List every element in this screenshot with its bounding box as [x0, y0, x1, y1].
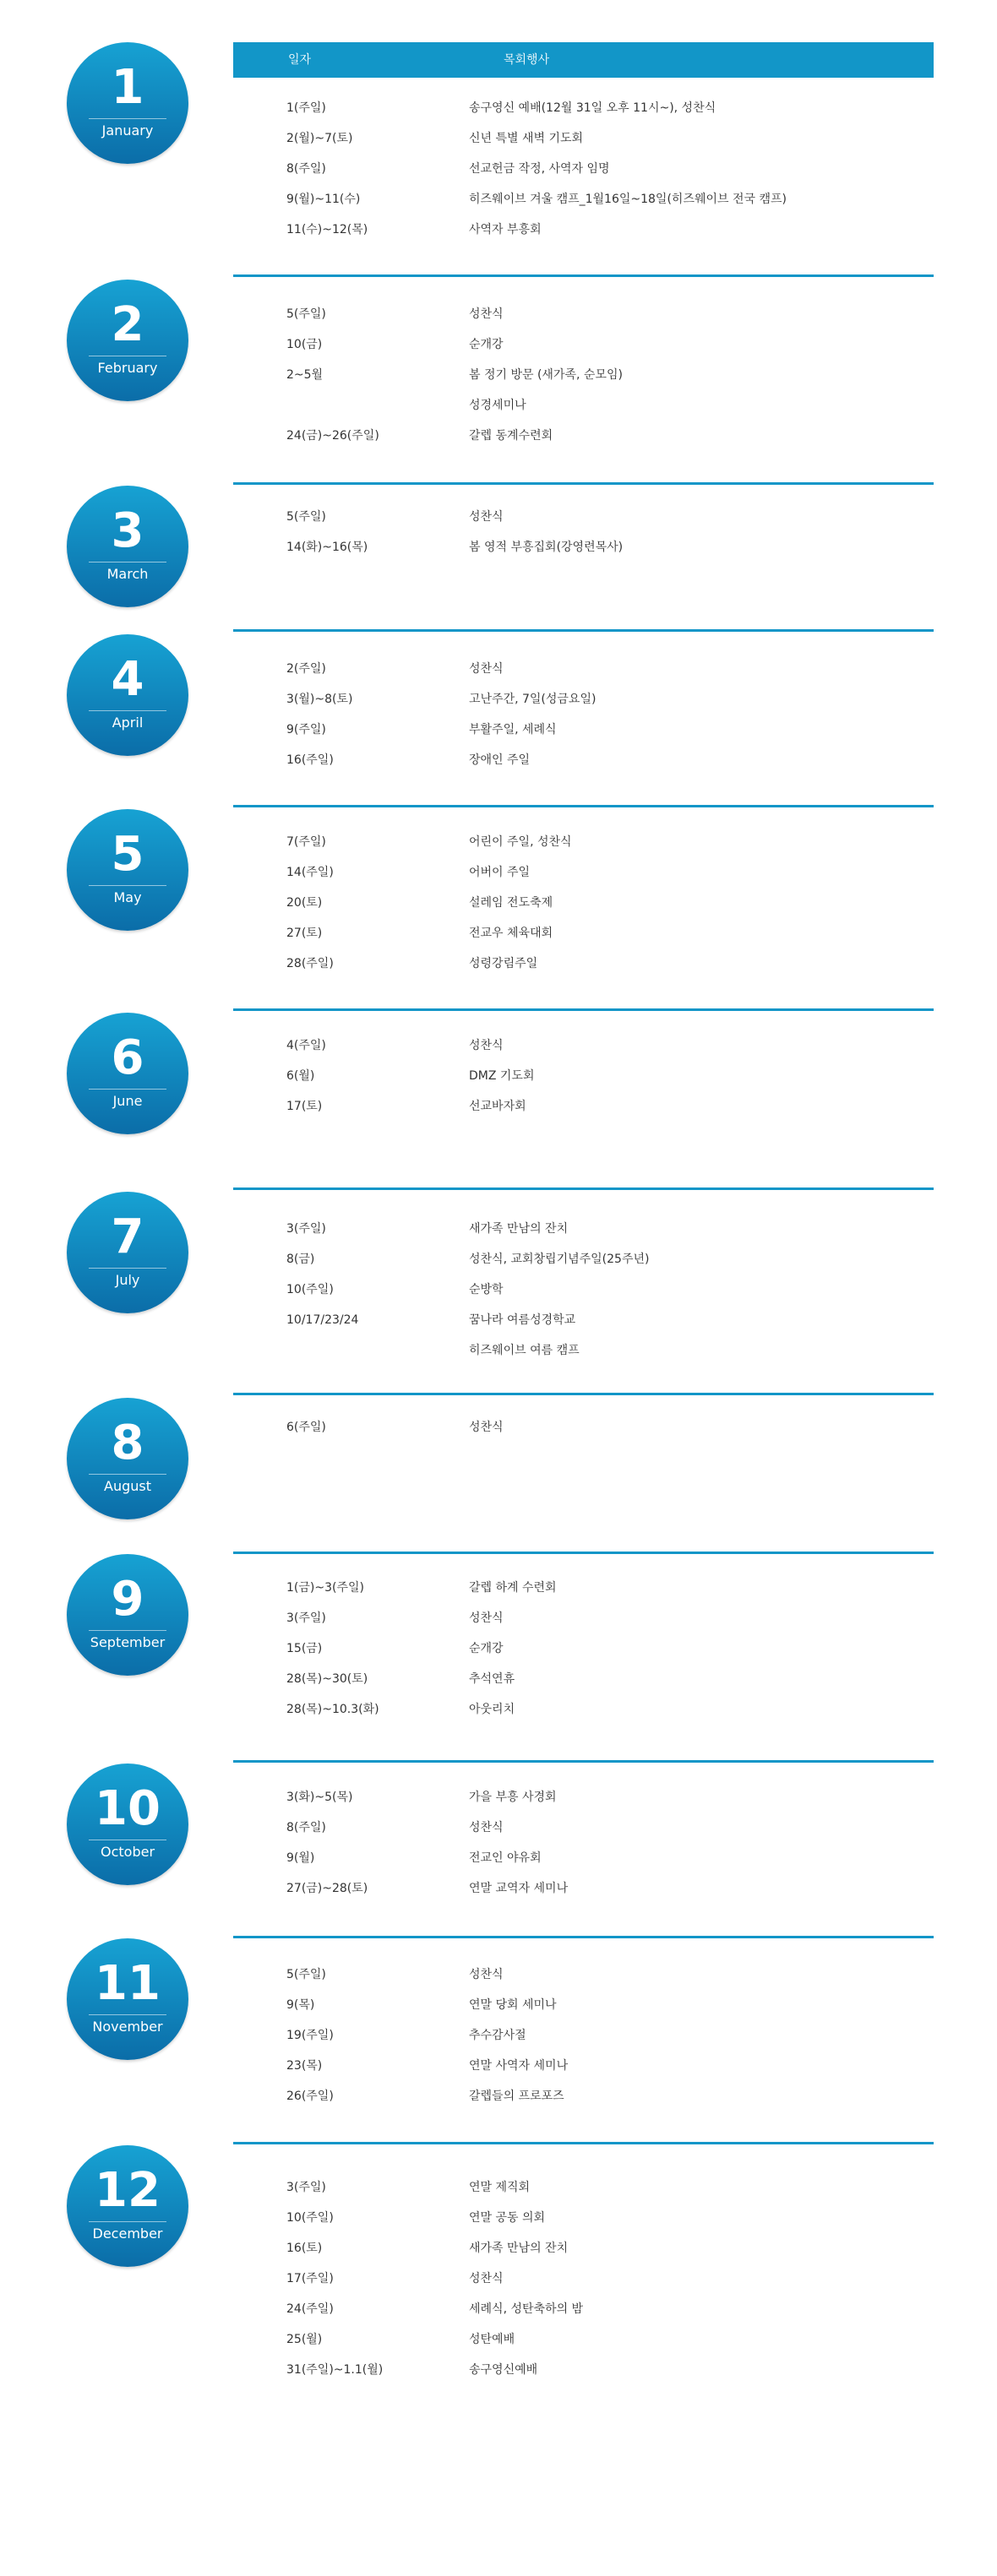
event-list	[0, 502, 997, 562]
event-date: 23(목)	[286, 2059, 323, 2073]
event-row	[0, 390, 997, 421]
event-date: 2(주일)	[286, 662, 326, 676]
month-divider	[233, 1936, 934, 1938]
event-title: 어버이 주일	[469, 866, 531, 879]
event-title: 선교바자회	[469, 1100, 526, 1113]
event-title: DMZ 기도회	[469, 1069, 535, 1083]
month-number: 6	[111, 1030, 144, 1085]
event-row	[0, 2324, 997, 2355]
badge-divider	[89, 1474, 166, 1475]
date-column-header: 일자	[288, 53, 312, 67]
event-date: 8(주일)	[286, 162, 326, 176]
event-row	[0, 154, 997, 184]
event-date: 28(목)~10.3(화)	[286, 1703, 379, 1716]
event-row	[0, 2081, 997, 2111]
event-row	[0, 2203, 997, 2233]
month-number: 7	[111, 1209, 144, 1264]
event-date: 10/17/23/24	[286, 1313, 359, 1327]
month-number: 9	[111, 1572, 144, 1627]
event-date: 5(주일)	[286, 510, 326, 524]
event-title: 연말 교역자 세미나	[469, 1882, 569, 1895]
event-title: 장애인 주일	[469, 753, 531, 767]
event-list	[0, 1214, 997, 1366]
schedule-header	[233, 42, 934, 78]
event-row	[0, 2172, 997, 2203]
event-title: 추수감사절	[469, 2029, 526, 2042]
event-title: 성찬식	[469, 1821, 504, 1834]
event-row	[0, 684, 997, 715]
event-row	[0, 1812, 997, 1843]
event-row	[0, 1603, 997, 1633]
event-date: 14(화)~16(목)	[286, 541, 368, 554]
event-row	[0, 215, 997, 245]
event-title: 봄 정기 방문 (새가족, 순모임)	[469, 368, 623, 382]
event-date: 24(금)~26(주일)	[286, 429, 379, 443]
event-date: 27(금)~28(토)	[286, 1882, 368, 1895]
event-row	[0, 2051, 997, 2081]
event-row	[0, 2233, 997, 2264]
event-row	[0, 1244, 997, 1274]
event-date: 5(주일)	[286, 307, 326, 321]
event-row	[0, 421, 997, 451]
event-date: 16(토)	[286, 2242, 323, 2255]
event-title: 꿈나라 여름성경학교	[469, 1313, 576, 1327]
event-title: 전교인 야유회	[469, 1851, 542, 1865]
event-row	[0, 1061, 997, 1091]
event-date: 3(주일)	[286, 1222, 326, 1236]
event-title: 송구영신예배	[469, 2363, 538, 2377]
event-date: 5(주일)	[286, 1968, 326, 1981]
month-name: March	[106, 566, 149, 582]
event-title: 어린이 주일, 성찬식	[469, 835, 572, 849]
month-name: August	[104, 1478, 151, 1494]
event-title: 성찬식	[469, 307, 504, 321]
event-date: 3(주일)	[286, 2181, 326, 2194]
event-row	[0, 1694, 997, 1725]
event-date: 11(수)~12(목)	[286, 223, 368, 236]
event-row	[0, 1633, 997, 1664]
event-date: 19(주일)	[286, 2029, 334, 2042]
event-title: 성찬식	[469, 1968, 504, 1981]
month-name: November	[92, 2019, 163, 2035]
event-row	[0, 888, 997, 918]
event-date: 9(월)	[286, 1851, 315, 1865]
event-row	[0, 1873, 997, 1904]
event-row	[0, 918, 997, 948]
event-column-header: 목회행사	[504, 53, 550, 67]
month-name: April	[112, 715, 144, 731]
event-title: 연말 당회 세미나	[469, 1998, 557, 2012]
event-row	[0, 2294, 997, 2324]
event-date: 17(주일)	[286, 2272, 334, 2285]
event-date: 10(금)	[286, 338, 323, 351]
event-title: 고난주간, 7일(성금요일)	[469, 693, 597, 706]
event-title: 연말 사역자 세미나	[469, 2059, 569, 2073]
event-row	[0, 1412, 997, 1443]
event-title: 신년 특별 새벽 기도회	[469, 132, 584, 145]
event-date: 28(목)~30(토)	[286, 1672, 368, 1686]
event-date: 9(월)~11(수)	[286, 193, 361, 206]
event-row	[0, 1335, 997, 1366]
event-list	[0, 1030, 997, 1122]
month-divider	[233, 805, 934, 807]
event-date: 4(주일)	[286, 1039, 326, 1052]
event-title: 순개강	[469, 338, 504, 351]
event-date: 9(목)	[286, 1998, 315, 2012]
event-row	[0, 857, 997, 888]
month-number: 5	[111, 827, 144, 882]
event-date: 17(토)	[286, 1100, 323, 1113]
event-date: 3(주일)	[286, 1611, 326, 1625]
event-row	[0, 1214, 997, 1244]
event-row	[0, 184, 997, 215]
event-title: 연말 공동 의회	[469, 2211, 546, 2225]
event-date: 15(금)	[286, 1642, 323, 1655]
month-number: 2	[111, 297, 144, 352]
month-name: May	[113, 889, 142, 905]
event-row	[0, 2264, 997, 2294]
event-date: 28(주일)	[286, 957, 334, 970]
event-row	[0, 745, 997, 775]
month-number: 4	[111, 652, 144, 707]
event-list	[0, 1956, 997, 2111]
event-title: 순개강	[469, 1642, 504, 1655]
event-title: 성찬식	[469, 2272, 504, 2285]
event-title: 설레임 전도축제	[469, 896, 553, 910]
event-date: 25(월)	[286, 2333, 323, 2346]
event-title: 히즈웨이브 여름 캠프	[469, 1344, 580, 1357]
event-row	[0, 1990, 997, 2020]
month-number: 8	[111, 1416, 144, 1470]
event-row	[0, 123, 997, 154]
month-name: July	[115, 1272, 140, 1288]
event-date: 3(월)~8(토)	[286, 693, 353, 706]
event-title: 성찬식	[469, 1039, 504, 1052]
event-row	[0, 948, 997, 979]
event-date: 1(주일)	[286, 101, 326, 115]
event-title: 갈렙들의 프로포즈	[469, 2090, 564, 2103]
month-name: October	[100, 1844, 155, 1860]
event-title: 가을 부흥 사경회	[469, 1791, 557, 1804]
event-title: 사역자 부흥회	[469, 223, 542, 236]
month-divider	[233, 1393, 934, 1395]
month-name: February	[97, 360, 158, 376]
event-row	[0, 827, 997, 857]
event-row	[0, 2020, 997, 2051]
event-row	[0, 1030, 997, 1061]
event-title: 선교헌금 작정, 사역자 임명	[469, 162, 610, 176]
event-title: 전교우 체육대회	[469, 927, 553, 940]
event-date: 10(주일)	[286, 2211, 334, 2225]
event-row	[0, 532, 997, 562]
event-title: 갈렙 동계수련회	[469, 429, 553, 443]
event-date: 6(월)	[286, 1069, 315, 1083]
event-row	[0, 1959, 997, 1990]
month-number: 10	[95, 1781, 161, 1836]
event-row	[0, 1274, 997, 1305]
event-title: 봄 영적 부흥집회(강영련목사)	[469, 541, 624, 554]
month-number: 12	[95, 2163, 161, 2218]
event-title: 아웃리치	[469, 1703, 515, 1716]
event-title: 새가족 만남의 잔치	[469, 2242, 569, 2255]
month-divider	[233, 629, 934, 632]
event-row	[0, 654, 997, 684]
month-divider	[233, 274, 934, 277]
event-title: 성찬식	[469, 662, 504, 676]
event-list	[0, 654, 997, 775]
month-name: January	[101, 122, 154, 139]
event-date: 20(토)	[286, 896, 323, 910]
event-list	[0, 827, 997, 979]
event-date: 7(주일)	[286, 835, 326, 849]
event-title: 성찬식, 교회창립기념주일(25주년)	[469, 1253, 650, 1266]
event-title: 부활주일, 세례식	[469, 723, 557, 736]
event-title: 갈렙 하계 수련회	[469, 1581, 557, 1595]
event-row	[0, 360, 997, 390]
month-number: 11	[95, 1956, 161, 2011]
event-date: 27(토)	[286, 927, 323, 940]
event-row	[0, 715, 997, 745]
event-list	[0, 93, 997, 245]
event-date: 9(주일)	[286, 723, 326, 736]
event-date: 8(금)	[286, 1253, 315, 1266]
month-divider	[233, 1760, 934, 1763]
event-row	[0, 1782, 997, 1812]
event-list	[0, 1412, 997, 1443]
event-title: 성찬식	[469, 510, 504, 524]
event-date: 31(주일)~1.1(월)	[286, 2363, 384, 2377]
event-title: 성탄예배	[469, 2333, 515, 2346]
event-title: 세례식, 성탄축하의 밤	[469, 2302, 584, 2316]
event-date: 2(월)~7(토)	[286, 132, 353, 145]
event-title: 성찬식	[469, 1611, 504, 1625]
event-date: 14(주일)	[286, 866, 334, 879]
event-row	[0, 1091, 997, 1122]
month-divider	[233, 1552, 934, 1554]
event-row	[0, 299, 997, 329]
event-list	[0, 2172, 997, 2385]
event-title: 순방학	[469, 1283, 504, 1296]
month-number: 1	[111, 60, 144, 115]
event-list	[0, 1573, 997, 1725]
event-title: 새가족 만남의 잔치	[469, 1222, 569, 1236]
event-row	[0, 1573, 997, 1603]
month-divider	[233, 2142, 934, 2144]
event-row	[0, 1843, 997, 1873]
event-date: 6(주일)	[286, 1421, 326, 1434]
month-divider	[233, 1187, 934, 1190]
event-title: 성경세미나	[469, 399, 526, 412]
month-name: September	[90, 1634, 166, 1650]
month-number: 3	[111, 503, 144, 558]
event-date: 8(주일)	[286, 1821, 326, 1834]
event-row	[0, 1305, 997, 1335]
event-row	[0, 502, 997, 532]
event-date: 24(주일)	[286, 2302, 334, 2316]
month-name: June	[112, 1093, 143, 1109]
event-list	[0, 1782, 997, 1904]
event-date: 3(화)~5(목)	[286, 1791, 353, 1804]
event-row	[0, 1664, 997, 1694]
month-divider	[233, 1008, 934, 1011]
event-title: 성령강림주일	[469, 957, 538, 970]
event-date: 10(주일)	[286, 1283, 334, 1296]
event-title: 히즈웨이브 겨울 캠프_1월16일~18일(히즈웨이브 전국 캠프)	[469, 193, 787, 206]
event-list	[0, 299, 997, 451]
event-title: 추석연휴	[469, 1672, 515, 1686]
event-row	[0, 93, 997, 123]
month-divider	[233, 482, 934, 485]
event-row	[0, 329, 997, 360]
event-title: 연말 제직회	[469, 2181, 531, 2194]
event-title: 송구영신 예배(12월 31일 오후 11시~), 성찬식	[469, 101, 716, 115]
event-row	[0, 2355, 997, 2385]
event-date: 2~5월	[286, 368, 324, 382]
month-name: December	[92, 2225, 163, 2242]
event-date: 16(주일)	[286, 753, 334, 767]
event-date: 26(주일)	[286, 2090, 334, 2103]
event-title: 성찬식	[469, 1421, 504, 1434]
event-date: 1(금)~3(주일)	[286, 1581, 364, 1595]
